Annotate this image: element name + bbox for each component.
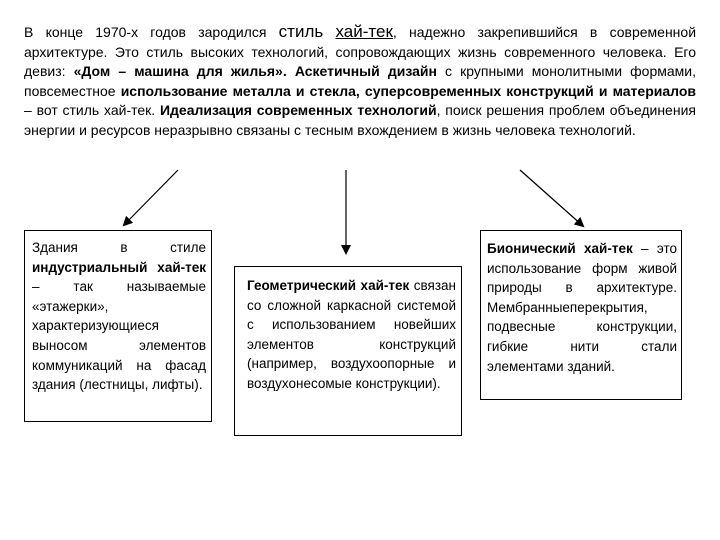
mid-box-title: Геометрический хай-тек: [247, 278, 410, 293]
intro-text-3: с крупными монолитными формами, повсеместное: [24, 63, 696, 99]
arrow-right: [520, 170, 583, 226]
intro-style-word: стиль: [278, 22, 324, 41]
right-box-title: Бионический хай-тек: [487, 241, 633, 256]
intro-hightech: хай-тек: [335, 22, 393, 41]
left-box-title: индустриальный хай-тек: [32, 259, 206, 275]
right-box-text: – это использование форм живой природы в архитектуре. Мембранныеперекрытия, подвесные конструкции, гибкие нити стали элементами зданий.: [487, 241, 677, 374]
industrial-hightech-box: [24, 230, 212, 422]
mid-box-text: связан со сложной каркасной системой с использованием новейших элементов конструкций (например, воздухоопорные и воздухонесомые конструкции).: [247, 278, 456, 391]
intro-motto: «Дом – машина для жилья». Аскетичный дизайн: [73, 63, 437, 79]
intro-paragraph: [24, 22, 696, 140]
left-box-text-1: Здания в стиле: [32, 240, 206, 255]
left-box-text-2: – так называемые «этажерки», характеризующиеся выносом элементов коммуникаций на фасад здания (лестницы, лифты).: [32, 279, 206, 393]
bionic-hightech-box: [480, 230, 682, 400]
intro-space: [323, 24, 335, 40]
geometric-hightech-box: [234, 266, 462, 436]
intro-text-1: В конце 1970-х годов зародился: [24, 24, 279, 40]
intro-text-4: – вот стиль хай-тек.: [24, 102, 160, 118]
intro-text-5: , поиск решения проблем объединения энергии и ресурсов неразрывно связаны с тесным вхождением в жизнь человека технологий.: [24, 102, 696, 138]
intro-idealization: Идеализация современных технологий: [159, 102, 437, 118]
intro-text-2: , надежно закрепившийся в современной архитектуре. Это стиль высоких технологий, сопровождающих жизнь современного человека. Его девиз:: [24, 24, 697, 79]
arrow-left: [124, 170, 178, 225]
intro-materials: использование металла и стекла, суперсовременных конструкций и материалов: [120, 82, 696, 99]
